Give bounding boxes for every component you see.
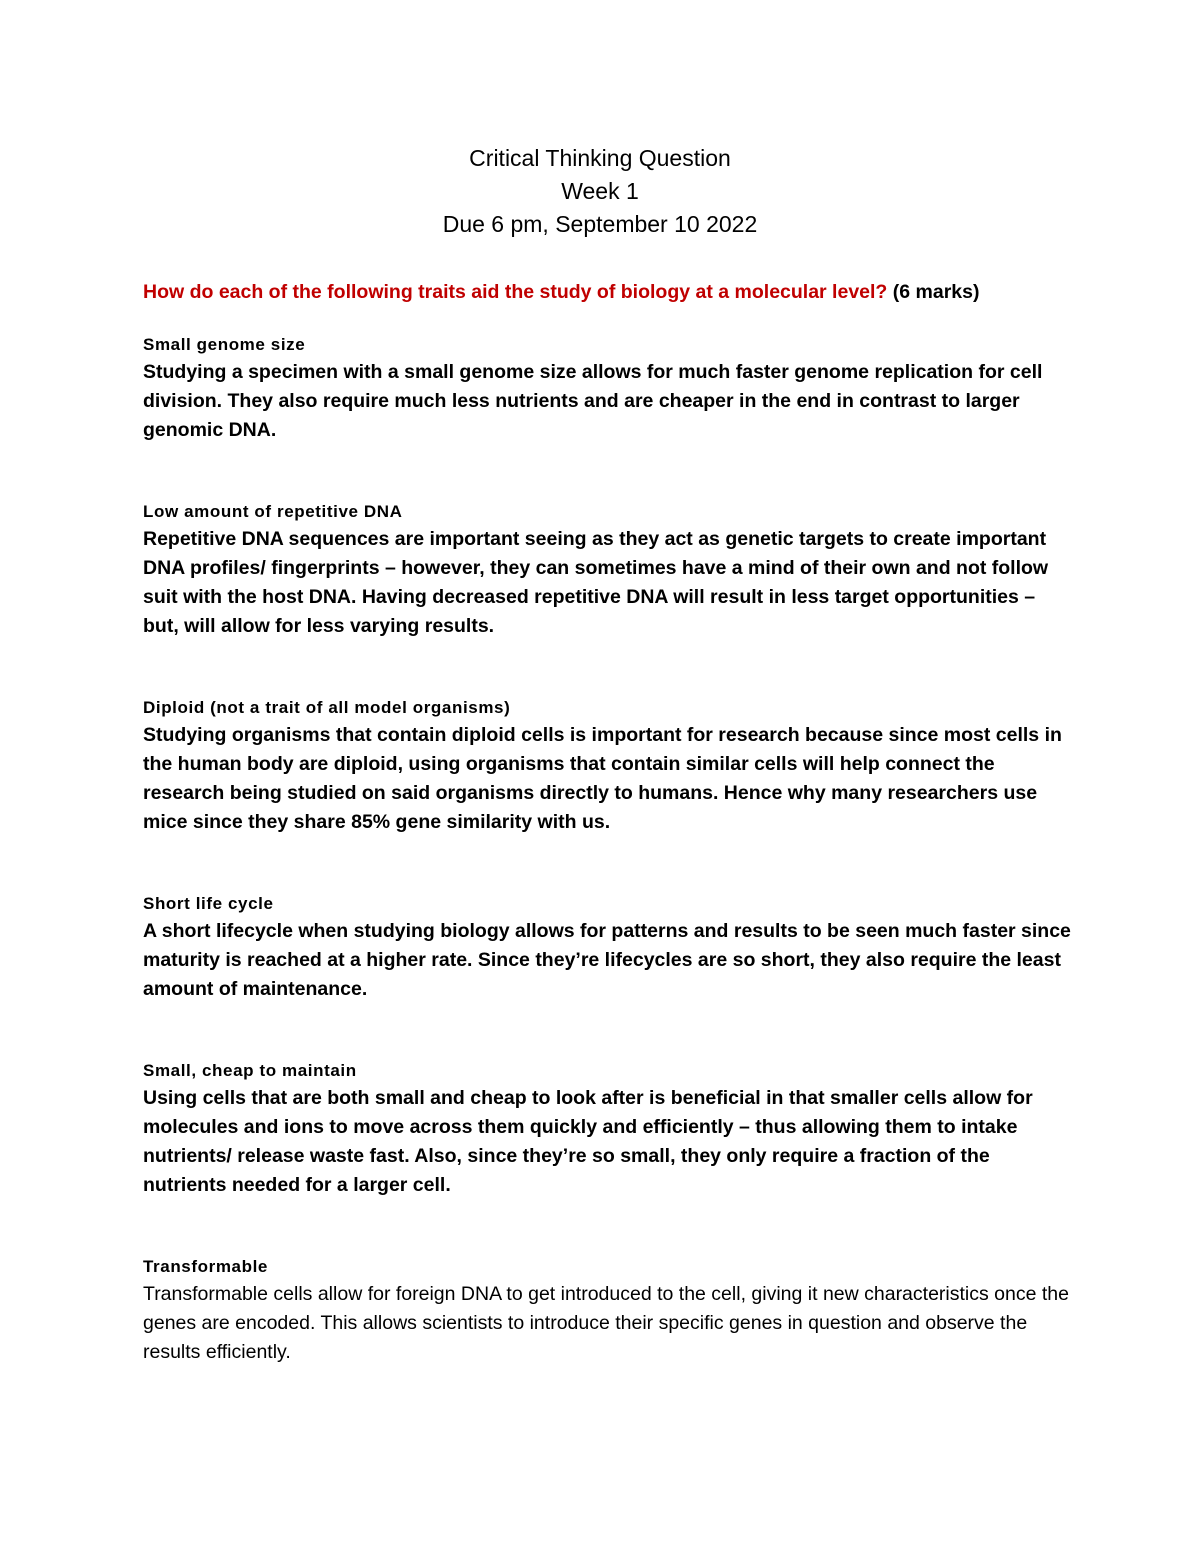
section-body: Transformable cells allow for foreign DNA to get introduced to the cell, giving it new characteristics once the genes are encoded. This allows scientists to introduce their specific genes in question and observe the results efficiently. <box>143 1283 1069 1363</box>
question <box>143 277 1073 307</box>
section-body: A short lifecycle when studying biology allows for patterns and results to be seen much faster since maturity is reached at a higher rate. Since they’re lifecycles are so short, they also require the least amount of maintenance. <box>143 920 1071 1000</box>
section-transformable <box>143 1253 1073 1367</box>
document-title: Critical Thinking Question <box>469 145 731 171</box>
week-label: Week 1 <box>561 178 639 204</box>
section-heading: Short life cycle <box>143 894 274 913</box>
document-content <box>143 277 1073 1367</box>
section-body: Studying organisms that contain diploid cells is important for research because since most cells in the human body are diploid, using organisms that contain similar cells will help connect the research being studied on said organisms directly to humans. Hence why many researchers use mice since they share 85% gene similarity with us. <box>143 724 1062 833</box>
section-small-cheap <box>143 1057 1073 1200</box>
section-small-genome-size <box>143 331 1073 445</box>
section-heading: Small, cheap to maintain <box>143 1061 357 1080</box>
section-heading: Diploid (not a trait of all model organisms) <box>143 698 511 717</box>
section-heading: Small genome size <box>143 335 306 354</box>
section-body: Studying a specimen with a small genome size allows for much faster genome replication for cell division. They also require much less nutrients and are cheaper in the end in contrast to larger genomic DNA. <box>143 361 1043 441</box>
document-header <box>0 142 1200 241</box>
question-text: How do each of the following traits aid the study of biology at a molecular level? <box>143 281 888 303</box>
section-heading: Transformable <box>143 1257 268 1276</box>
section-body: Repetitive DNA sequences are important seeing as they act as genetic targets to create important DNA profiles/ fingerprints – however, they can sometimes have a mind of their own and not follow suit with the host DNA. Having decreased repetitive DNA will result in less target opportunities – but, will allow for less varying results. <box>143 528 1049 637</box>
section-diploid <box>143 694 1073 837</box>
section-heading: Low amount of repetitive DNA <box>143 502 403 521</box>
section-body: Using cells that are both small and cheap to look after is beneficial in that smaller cells allow for molecules and ions to move across them quickly and efficiently – thus allowing them to intake nutrients/ release waste fast. Also, since they’re so small, they only require a fraction of the nutrients needed for a larger cell. <box>143 1087 1033 1196</box>
due-date: Due 6 pm, September 10 2022 <box>442 211 758 237</box>
question-marks: (6 marks) <box>892 281 980 303</box>
section-low-repetitive-dna <box>143 498 1073 641</box>
section-short-life-cycle <box>143 890 1073 1004</box>
